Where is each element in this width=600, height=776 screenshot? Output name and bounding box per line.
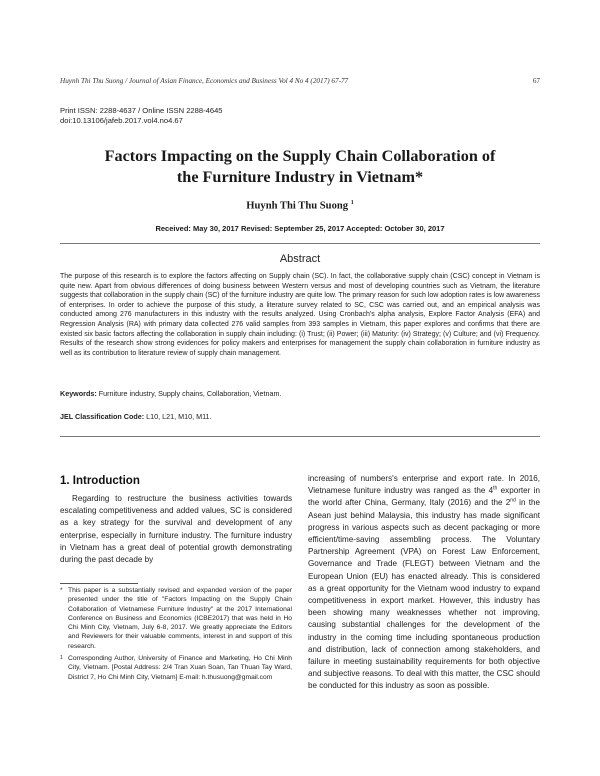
keywords-label: Keywords: bbox=[60, 389, 97, 398]
running-head bbox=[60, 77, 540, 85]
footnote-text: This paper is a substantially revised and expanded version of the paper presented under the title of "Factors Impacting on the Supply Chain Collaboration of Vietnamese Furniture Industry" at the 2017 International Conference on Business and Economics (ICBE2017) that was held in Ho Chi Minh City, Vietnam, July 6-8, 2017. We greatly appreciate the Editors and Reviewers for their valuable comments, interest in and support of this research. bbox=[68, 587, 292, 650]
doi-line: doi:10.13106/jafeb.2017.vol4.no4.67 bbox=[60, 115, 183, 125]
section-heading: 1. Introduction bbox=[60, 475, 140, 487]
right-text-part-1: increasing of numbers's enterprise and export rate. In 2016, Vietnamese funiture industry was ranged as the 4 bbox=[308, 474, 540, 496]
running-head-text: Huynh Thi Thu Suong / Journal of Asian Finance, Economics and Business Vol 4 No 4 (2017) 67-77 bbox=[60, 77, 349, 85]
keywords-value: Furniture industry, Supply chains, Collaboration, Vietnam. bbox=[96, 389, 282, 398]
footnote-author bbox=[60, 654, 292, 682]
footnote-mark: * bbox=[60, 587, 63, 594]
title-line-2: the Furniture Industry in Vietnam* bbox=[176, 168, 424, 186]
author-mark: 1 bbox=[350, 200, 354, 206]
footnote-star bbox=[60, 586, 292, 651]
superscript-nd: nd bbox=[510, 497, 516, 504]
author-name: Huynh Thi Thu Suong bbox=[246, 200, 349, 212]
page-number: 67 bbox=[532, 77, 540, 85]
footnote-text: Corresponding Author, University of Finance and Marketing, Ho Chi Minh City, Vietnam. [Postal Address: 2/4 Tran Xuan Soan, Tan Thuan Tay Ward, District 7, Ho Chi Minh City, Vietnam] E-mail: h.thusuong@gmail.com bbox=[68, 655, 292, 681]
paper-title bbox=[60, 146, 540, 188]
footnote-mark: 1 bbox=[60, 655, 63, 661]
jel-codes bbox=[60, 412, 540, 421]
footnote-rule bbox=[60, 583, 138, 584]
right-text-part-3: in the Asean just behind Malaysia, this industry has made significant progress in various aspects such as decent packaging or more efficient/time-saving assembling process. The Voluntary Partnership Agreement (VPA) on Forest Law Enforcement, Governance and Trade (FLEGT) between Vietnam and the European Union (EU) has enacted already. This is considered as a great opportunity for the Vietnam wood industry to expand competitiveness in export market. However, this industry has been showing many weaknesses whether not improving, causing substantial challenges for the development of the industry in the coming time including spontaneous production and distribution, lack of connection among stakeholders, and failure in meeting sustainability requirements for both objective and subjective reasons. To deal with this matter, the CSC should be conducted for this industry as soon as possible. bbox=[308, 498, 540, 691]
keywords bbox=[60, 389, 540, 398]
divider-top bbox=[60, 243, 540, 244]
issn-block bbox=[60, 106, 223, 125]
right-column-text bbox=[308, 473, 540, 693]
left-column-text: Regarding to restructure the business activities towards escalating competitiveness and added values, SC is considered as a key strategy for the survival and development of any enterprise, especially in furniture industry. The furniture industry in Vietnam has a great deal of potential growth demonstrating during the past decade by bbox=[60, 494, 292, 565]
submission-dates: Received: May 30, 2017 Revised: September 25, 2017 Accepted: October 30, 2017 bbox=[155, 224, 445, 233]
title-line-1: Factors Impacting on the Supply Chain Collaboration of bbox=[104, 147, 496, 165]
jel-label: JEL Classification Code: bbox=[60, 412, 145, 421]
right-text-part-2: exporter in the world after China, Germany, Italy (2016) and the 2 bbox=[308, 486, 540, 508]
jel-value: L10, L21, M10, M11. bbox=[144, 412, 212, 421]
divider-bottom bbox=[60, 436, 540, 437]
superscript-th: th bbox=[493, 485, 498, 492]
abstract-heading: Abstract bbox=[279, 253, 321, 265]
abstract-body: The purpose of this research is to explore the factors affecting on Supply chain (SC). In fact, the collaborative supply chain (CSC) concept in Vietnam is quite new. Apart from obvious differences of doing business between Western versus and most of developing countries such as Vietnam, the literature suggests that collaboration in the supply chain (SC) of the furniture industry are quite low. The primary reason for such low adoption rates is low awareness of enterprises. In order to achieve the purpose of this study, a literature survey related to SC, CSC was carried out, and an empirical analysis was conducted among 276 manufacturers in this industry with the results analyzed. Using Cronbach's alpha analysis, Explore Factor Analysis (EFA) and Regression Analysis (RA) with primary data collected 276 valid samples from 393 samples in Vietnam, this paper explores and confirms that there are existed six basic factors affecting the collaboration in supply chain including: (i) Trust; (ii) Power; (iii) Maturity: (iv) Strategy; (v) Culture; and (vi) Frequency. Results of the research show strong evidences for policy makers and enterprises for management the supply chain collaboration in furniture industry as well as its contribution to literature review of supply chain management. bbox=[60, 273, 540, 357]
issn-line: Print ISSN: 2288-4637 / Online ISSN 2288-4645 bbox=[60, 106, 223, 115]
author bbox=[60, 200, 540, 212]
